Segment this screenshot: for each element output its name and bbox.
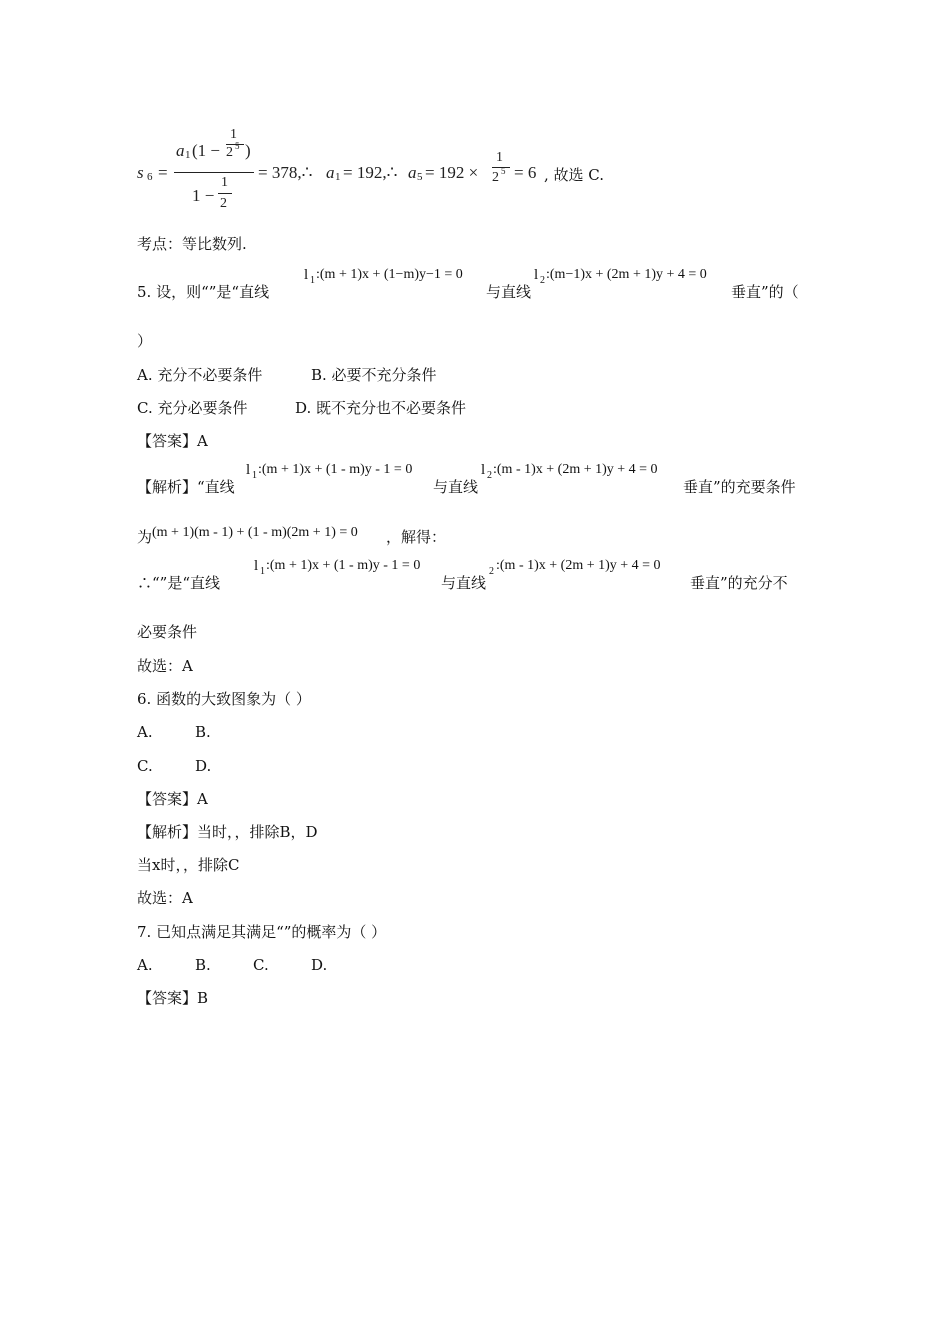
formula-den-frac-den: 2: [220, 196, 227, 211]
q5-j-l2: l: [481, 462, 486, 478]
q5-biyao: 必要条件: [137, 623, 198, 641]
q6-answer: 【答案】A: [137, 790, 208, 808]
q5-t-l2-sub: 2: [489, 566, 494, 577]
formula-inner-den: 2: [226, 145, 233, 160]
q5-t-l1: l: [254, 558, 259, 574]
q7-option-c: C.: [253, 956, 269, 974]
formula-f2-num: 1: [496, 150, 503, 165]
q5-wei-tail: ，解得：: [386, 528, 447, 546]
formula-den-frac-num: 1: [221, 175, 228, 190]
q6-jiexi: 【解析】当时，，排除B，D: [137, 823, 318, 841]
q6-stem: 6. 函数的大致图象为（ ）: [137, 690, 311, 708]
q6-option-b: B.: [195, 723, 211, 741]
formula-tail: , 故选 C.: [544, 166, 605, 184]
q5-j-l2-sub: 2: [487, 470, 492, 481]
q7-option-a: A.: [137, 956, 153, 974]
q5-j-l1-eq: :(m + 1)x + (1 - m)y - 1 = 0: [258, 462, 413, 477]
q5-j-l1-sub: 1: [252, 470, 257, 481]
q6-option-c: C.: [137, 757, 153, 775]
formula-lhs: s: [137, 163, 144, 182]
q5-option-a: A. 充分不必要条件: [137, 366, 263, 384]
q5-therefore-prefix: ∴“”是“直线: [137, 574, 221, 592]
formula-eq: =: [158, 163, 168, 182]
q5-wei: 为: [137, 528, 153, 546]
q5-prefix: 5. 设，则“”是“直线: [137, 283, 270, 301]
q5-l1-eq: :(m + 1)x + (1−m)y−1 = 0: [316, 267, 463, 282]
q5-j-suffix: 垂直”的充要条件: [683, 478, 796, 496]
q5-t-l1-sub: 1: [260, 566, 265, 577]
kaodian: 考点：等比数列.: [137, 235, 247, 253]
formula-f2-den: 2: [492, 170, 499, 185]
formula-lhs-sub: 6: [147, 171, 153, 183]
formula-num-close: ): [245, 141, 251, 160]
q5-option-c: C. 充分必要条件: [137, 399, 248, 417]
formula-den-one: 1 −: [192, 186, 215, 205]
formula-inner-exp: 5: [235, 141, 240, 151]
q5-l1: l: [304, 267, 309, 283]
q5-l1-sub: 1: [310, 275, 315, 286]
q5-j-l1: l: [246, 462, 251, 478]
formula-rest1: = 378,∴: [258, 163, 313, 182]
q5-suffix: 垂直”的（: [731, 283, 799, 301]
formula-num-sub: 1: [185, 149, 191, 161]
q7-answer: 【答案】B: [137, 989, 209, 1007]
formula-f2-exp: 5: [501, 166, 506, 176]
formula-rest3: = 192 ×: [425, 163, 479, 182]
q5-jiexi-prefix: 【解析】“直线: [137, 478, 235, 496]
q5-l2: l: [534, 267, 539, 283]
q6-guxuan: 故选：A: [137, 889, 193, 907]
formula-inner-one: 1: [230, 127, 237, 142]
q5-option-b: B. 必要不充分条件: [311, 366, 437, 384]
q5-t-l1-eq: :(m + 1)x + (1 - m)y - 1 = 0: [266, 558, 421, 573]
formula-a1-sub: 1: [335, 171, 341, 183]
formula-a1: a: [326, 163, 335, 182]
q5-t-l2-eq: :(m - 1)x + (2m + 1)y + 4 = 0: [496, 558, 661, 573]
q5-l2-sub: 2: [540, 275, 545, 286]
q7-option-b: B.: [195, 956, 211, 974]
formula-den-frac-bar: [218, 193, 232, 194]
q5-answer: 【答案】A: [137, 432, 208, 450]
q5-option-d: D. 既不充分也不必要条件: [295, 399, 467, 417]
formula-main-bar: [174, 172, 254, 173]
q5-guxuan: 故选：A: [137, 657, 193, 675]
q5-t-mid: 与直线: [441, 574, 487, 592]
q5-therefore-suffix: 垂直”的充分不: [690, 574, 788, 592]
formula-rest4: = 6: [514, 163, 537, 182]
q6-line2: 当x时，，排除C: [137, 856, 240, 874]
q6-option-a: A.: [137, 723, 153, 741]
q7-stem: 7. 已知点满足其满足“”的概率为（ ）: [137, 923, 387, 941]
formula-num-paren: (1 −: [192, 141, 220, 160]
q5-l2-eq: :(m−1)x + (2m + 1)y + 4 = 0: [546, 267, 707, 282]
formula-a5: a: [408, 163, 417, 182]
q5-j-l2-eq: :(m - 1)x + (2m + 1)y + 4 = 0: [493, 462, 658, 477]
formula-a5-sub: 5: [417, 171, 423, 183]
q6-option-d: D.: [195, 757, 212, 775]
q7-option-d: D.: [311, 956, 328, 974]
q5-wei-eq: (m + 1)(m - 1) + (1 - m)(2m + 1) = 0: [152, 525, 358, 540]
q5-close: ）: [137, 332, 153, 350]
formula-rest2: = 192,∴: [343, 163, 398, 182]
q5-mid: 与直线: [486, 283, 532, 301]
q5-j-mid: 与直线: [433, 478, 479, 496]
formula-num-a: a: [176, 141, 185, 160]
